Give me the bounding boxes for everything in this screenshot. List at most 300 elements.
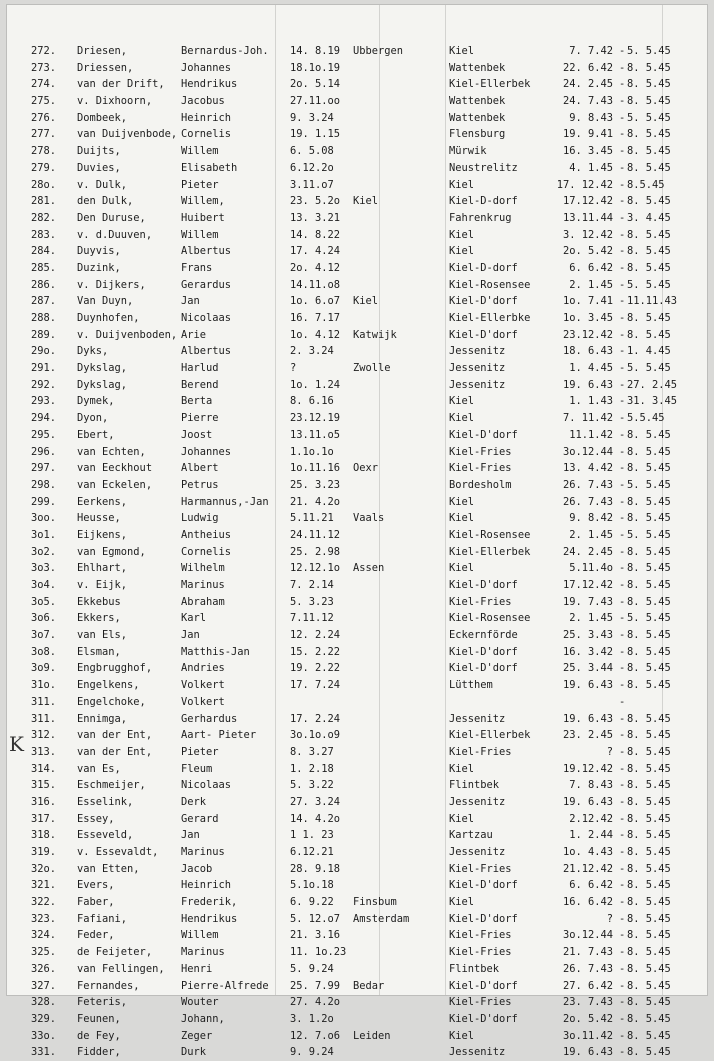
first-name: Henri	[181, 962, 213, 975]
birth-date: 6. 9.22	[290, 896, 334, 909]
date-to: 8. 5.45	[627, 462, 671, 475]
date-separator: -	[619, 412, 626, 425]
first-name: Berta	[181, 395, 213, 408]
row-number: 3oo.	[31, 512, 57, 525]
date-from: 2o. 5.42	[562, 1012, 613, 1025]
date-separator: -	[619, 562, 626, 575]
camp-location: Kiel	[449, 495, 475, 508]
surname: Dyon,	[77, 412, 109, 425]
birth-date: 7.11.12	[290, 612, 334, 625]
first-name: Andries	[181, 662, 225, 675]
date-to: 8. 5.45	[627, 662, 671, 675]
birth-date: 24.11.12	[290, 528, 341, 541]
camp-location: Kiel-Fries	[449, 595, 512, 608]
row-number: 295.	[31, 428, 57, 441]
date-to: 5. 5.45	[627, 278, 671, 291]
ledger-row	[7, 243, 707, 260]
date-separator: -	[619, 1012, 626, 1025]
birth-place: Kiel	[353, 295, 379, 308]
surname: Ekkers,	[77, 612, 121, 625]
row-number: 313.	[31, 745, 57, 758]
camp-location: Kiel-D'dorf	[449, 879, 518, 892]
row-number: 317.	[31, 812, 57, 825]
ledger-row	[7, 1011, 707, 1028]
date-to: 8. 5.45	[627, 261, 671, 274]
handwritten-margin-mark: K	[9, 732, 24, 756]
first-name: Heinrich	[181, 879, 232, 892]
first-name: Karl	[181, 612, 207, 625]
surname: v. Dixhoorn,	[77, 95, 153, 108]
row-number: 3o8.	[31, 645, 57, 658]
birth-date: 3. 1.2o	[290, 1012, 334, 1025]
surname: Engbrugghof,	[77, 662, 153, 675]
ledger-row	[7, 1028, 707, 1045]
ledger-row	[7, 327, 707, 344]
first-name: Pierre-Alfrede	[181, 979, 269, 992]
date-to: 8. 5.45	[627, 795, 671, 808]
row-number: 286.	[31, 278, 57, 291]
birth-date: 1o. 1.24	[290, 378, 341, 391]
date-separator: -	[619, 211, 626, 224]
birth-date: 25. 2.98	[290, 545, 341, 558]
date-from: 1. 1.43	[569, 395, 613, 408]
date-from: 25. 3.44	[562, 662, 613, 675]
ledger-row	[7, 143, 707, 160]
birth-date: 17. 2.24	[290, 712, 341, 725]
date-from: 13. 4.42	[562, 462, 613, 475]
camp-location: Kiel	[449, 395, 475, 408]
date-from: 19. 7.43	[562, 595, 613, 608]
birth-date: 17. 4.24	[290, 245, 341, 258]
ledger-row	[7, 994, 707, 1011]
first-name: Frederik,	[181, 896, 238, 909]
date-separator: -	[619, 879, 626, 892]
birth-date: 1. 2.18	[290, 762, 334, 775]
camp-location: Kiel	[449, 896, 475, 909]
row-number: 277.	[31, 128, 57, 141]
first-name: Aart- Pieter	[181, 729, 257, 742]
date-from: 1o. 7.41	[562, 295, 613, 308]
date-separator: -	[619, 545, 626, 558]
ledger-row	[7, 677, 707, 694]
first-name: Pieter	[181, 178, 219, 191]
camp-location: Kiel-Rosensee	[449, 612, 531, 625]
ledger-row	[7, 460, 707, 477]
date-separator: -	[619, 395, 626, 408]
first-name: Matthis-Jan	[181, 645, 250, 658]
date-from: 23.12.42	[562, 328, 613, 341]
date-to: 8. 5.45	[627, 61, 671, 74]
birth-date: 2o. 4.12	[290, 261, 341, 274]
birth-date: 1 1. 23	[290, 829, 334, 842]
row-number: 292.	[31, 378, 57, 391]
row-number: 274.	[31, 78, 57, 91]
date-separator: -	[619, 712, 626, 725]
ledger-row	[7, 744, 707, 761]
date-to: 8. 5.45	[627, 679, 671, 692]
camp-location: Fahrenkrug	[449, 211, 512, 224]
surname: v. Dijkers,	[77, 278, 146, 291]
date-from: 21.12.42	[562, 862, 613, 875]
date-to: 8. 5.45	[627, 128, 671, 141]
surname: Ebert,	[77, 428, 115, 441]
first-name: Joost	[181, 428, 213, 441]
birth-date: 7. 2.14	[290, 579, 334, 591]
birth-date: 12. 2.24	[290, 629, 341, 642]
date-from: 26. 7.43	[562, 962, 613, 975]
first-name: Nicolaas	[181, 312, 232, 324]
first-name: Cornelis	[181, 128, 232, 141]
birth-date: 23. 5.2o	[290, 195, 341, 208]
date-separator: -	[619, 779, 626, 792]
date-from: 23. 7.43	[562, 996, 613, 1009]
birth-date: 13.11.o5	[290, 428, 341, 441]
surname: Engelkens,	[77, 679, 140, 692]
date-to: 8. 5.45	[627, 1012, 671, 1025]
ledger-page	[6, 4, 708, 1059]
date-from: 6. 6.42	[569, 261, 613, 274]
camp-location: Kiel-D'dorf	[449, 428, 518, 441]
camp-location: Jessenitz	[449, 795, 506, 808]
surname: Driesen,	[77, 45, 128, 57]
surname: Ehlhart,	[77, 562, 128, 575]
date-to: 8. 5.45	[627, 846, 671, 858]
ledger-row	[7, 444, 707, 461]
date-separator: -	[619, 245, 626, 258]
first-name: Fleum	[181, 762, 213, 775]
camp-location: Kiel-Fries	[449, 745, 512, 758]
first-name: Willem	[181, 228, 219, 241]
row-number: 29o.	[31, 345, 57, 358]
camp-location: Neustrelitz	[449, 161, 518, 174]
row-number: 326.	[31, 962, 57, 975]
date-separator: -	[619, 145, 626, 158]
first-name: Gerhardus	[181, 712, 238, 725]
camp-location: Wattenbek	[449, 61, 506, 74]
birth-date: 14. 8.22	[290, 228, 341, 241]
birth-place: Kiel	[353, 195, 379, 208]
camp-location: Kiel-Rosensee	[449, 278, 531, 291]
row-number: 324.	[31, 929, 57, 942]
ledger-row	[7, 76, 707, 93]
birth-date: 28. 9.18	[290, 862, 341, 875]
date-from: 24. 2.45	[562, 78, 613, 91]
ledger-row	[7, 260, 707, 277]
date-to: 8. 5.45	[627, 1029, 671, 1042]
ledger-row	[7, 827, 707, 844]
date-from: 13.11.44	[562, 211, 613, 224]
row-number: 276.	[31, 111, 57, 124]
birth-date: 3o.1o.o9	[290, 729, 341, 742]
date-from: 3o.11.42	[562, 1029, 613, 1042]
first-name: Huibert	[181, 211, 225, 224]
date-to: 11.11.43	[627, 295, 678, 308]
camp-location: Kiel	[449, 45, 475, 57]
camp-location: Kiel-D'dorf	[449, 295, 518, 308]
date-separator: -	[619, 428, 626, 441]
date-to: 8. 5.45	[627, 879, 671, 892]
surname: van Es,	[77, 762, 121, 775]
first-name: Marinus	[181, 579, 225, 591]
surname: van der Ent,	[77, 729, 153, 742]
date-from: 3o.12.44	[562, 929, 613, 942]
date-separator: -	[619, 312, 626, 324]
date-from: 5.11.4o	[569, 562, 613, 575]
date-from: 6. 6.42	[569, 879, 613, 892]
row-number: 3o6.	[31, 612, 57, 625]
date-to: 8. 5.45	[627, 912, 671, 925]
date-to: 5. 5.45	[627, 45, 671, 57]
date-from: 9. 8.42	[569, 512, 613, 525]
row-number: 3o5.	[31, 595, 57, 608]
camp-location: Kiel	[449, 228, 475, 241]
date-from: 24. 7.43	[562, 95, 613, 108]
surname: Driessen,	[77, 61, 134, 74]
first-name: Petrus	[181, 478, 219, 491]
ledger-row	[7, 877, 707, 894]
date-separator: -	[619, 912, 626, 925]
first-name: Marinus	[181, 946, 225, 959]
row-number: 311.	[31, 712, 57, 725]
row-number: 293.	[31, 395, 57, 408]
ledger-row	[7, 227, 707, 244]
surname: Engelchoke,	[77, 695, 146, 708]
row-number: 318.	[31, 829, 57, 842]
first-name: Harlud	[181, 362, 219, 375]
ledger-row	[7, 944, 707, 961]
birth-date: 27. 3.24	[290, 795, 341, 808]
surname: van Duijvenbode,	[77, 128, 178, 141]
ledger-row	[7, 527, 707, 544]
date-separator: -	[619, 996, 626, 1009]
date-from: 3o.12.44	[562, 445, 613, 458]
ledger-row	[7, 427, 707, 444]
date-to: 8. 5.45	[627, 245, 671, 258]
row-number: 3o3.	[31, 562, 57, 575]
ledger-row	[7, 126, 707, 143]
row-number: 32o.	[31, 862, 57, 875]
first-name: Wouter	[181, 996, 219, 1009]
ledger-row	[7, 1044, 707, 1061]
date-to: 8. 5.45	[627, 729, 671, 742]
camp-location: Kiel	[449, 812, 475, 825]
surname: de Fey,	[77, 1029, 121, 1042]
date-to: 8. 5.45	[627, 228, 671, 241]
date-separator: -	[619, 378, 626, 391]
surname: Dykslag,	[77, 378, 128, 391]
ledger-row	[7, 577, 707, 594]
date-separator: -	[619, 612, 626, 625]
birth-date: 16. 7.17	[290, 312, 341, 324]
ledger-table	[7, 43, 707, 1061]
date-to: 8. 5.45	[627, 962, 671, 975]
surname: van Egmond,	[77, 545, 146, 558]
first-name: Albertus	[181, 245, 232, 258]
date-separator: -	[619, 111, 626, 124]
row-number: 329.	[31, 1012, 57, 1025]
date-from: 19.12.42	[562, 762, 613, 775]
first-name: Willem	[181, 145, 219, 158]
camp-location: Kiel-D'dorf	[449, 645, 518, 658]
date-separator: -	[619, 662, 626, 675]
camp-location: Kiel-Fries	[449, 996, 512, 1009]
row-number: 311.	[31, 695, 57, 708]
date-separator: -	[619, 862, 626, 875]
camp-location: Kiel-Fries	[449, 929, 512, 942]
camp-location: Wattenbek	[449, 95, 506, 108]
ledger-row	[7, 60, 707, 77]
row-number: 316.	[31, 795, 57, 808]
date-to: 8. 5.45	[627, 95, 671, 108]
first-name: Antheius	[181, 528, 232, 541]
row-number: 289.	[31, 328, 57, 341]
birth-date: 27.11.oo	[290, 95, 341, 108]
date-to: 5. 5.45	[627, 612, 671, 625]
first-name: Marinus	[181, 846, 225, 858]
first-name: Willem,	[181, 195, 225, 208]
camp-location: Mürwik	[449, 145, 487, 158]
birth-place: Amsterdam	[353, 912, 410, 925]
camp-location: Kiel	[449, 562, 475, 575]
date-from: 2.12.42	[569, 812, 613, 825]
birth-date: 14.11.o8	[290, 278, 341, 291]
camp-location: Jessenitz	[449, 1046, 506, 1059]
ledger-row	[7, 193, 707, 210]
camp-location: Kiel-D'dorf	[449, 328, 518, 341]
camp-location: Kiel	[449, 1029, 475, 1042]
birth-date: 21. 4.2o	[290, 495, 341, 508]
surname: van der Ent,	[77, 745, 153, 758]
birth-date: 21. 3.16	[290, 929, 341, 942]
first-name: Pierre	[181, 412, 219, 425]
ledger-row	[7, 293, 707, 310]
row-number: 325.	[31, 946, 57, 959]
camp-location: Kiel	[449, 762, 475, 775]
date-to: 8. 5.45	[627, 979, 671, 992]
birth-place: Vaals	[353, 512, 385, 525]
surname: den Dulk,	[77, 195, 134, 208]
ledger-row	[7, 160, 707, 177]
first-name: Albert	[181, 462, 219, 475]
first-name: Gerardus	[181, 278, 232, 291]
surname: Eerkens,	[77, 495, 128, 508]
first-name: Berend	[181, 378, 219, 391]
birth-place: Zwolle	[353, 362, 391, 375]
row-number: 331.	[31, 1046, 57, 1059]
date-separator: -	[619, 846, 626, 858]
date-separator: -	[619, 78, 626, 91]
camp-location: Kiel-D-dorf	[449, 195, 518, 208]
surname: Feder,	[77, 929, 115, 942]
first-name: Nicolaas	[181, 779, 232, 792]
birth-date: 27. 4.2o	[290, 996, 341, 1009]
date-from: 2o. 5.42	[562, 245, 613, 258]
date-to: 8. 5.45	[627, 445, 671, 458]
camp-location: Flintbek	[449, 779, 500, 792]
birth-place: Katwijk	[353, 328, 397, 341]
surname: Feteris,	[77, 996, 128, 1009]
first-name: Bernardus-Joh.	[181, 45, 269, 57]
camp-location: Kiel-Fries	[449, 462, 512, 475]
date-separator: -	[619, 1029, 626, 1042]
row-number: 328.	[31, 996, 57, 1009]
row-number: 314.	[31, 762, 57, 775]
date-separator: -	[619, 929, 626, 942]
surname: Dykslag,	[77, 362, 128, 375]
birth-date: 1o. 4.12	[290, 328, 341, 341]
date-from: 19. 6.43	[562, 795, 613, 808]
ledger-row	[7, 978, 707, 995]
surname: van Eckelen,	[77, 478, 153, 491]
row-number: 31o.	[31, 679, 57, 692]
ledger-row	[7, 377, 707, 394]
birth-date: 25. 7.99	[290, 979, 341, 992]
first-name: Jan	[181, 629, 200, 642]
date-from: 16. 3.45	[562, 145, 613, 158]
date-separator: -	[619, 45, 626, 57]
date-from: 7. 8.43	[569, 779, 613, 792]
birth-place: Finsbum	[353, 896, 397, 909]
surname: Duijts,	[77, 145, 121, 158]
ledger-row	[7, 894, 707, 911]
surname: Faber,	[77, 896, 115, 909]
date-separator: -	[619, 679, 626, 692]
camp-location: Jessenitz	[449, 846, 506, 858]
ledger-row	[7, 93, 707, 110]
row-number: 312.	[31, 729, 57, 742]
camp-location: Kiel-D'dorf	[449, 1012, 518, 1025]
date-separator: -	[619, 745, 626, 758]
date-separator: -	[619, 345, 626, 358]
date-to: 8. 5.45	[627, 195, 671, 208]
first-name: Jacob	[181, 862, 213, 875]
row-number: 287.	[31, 295, 57, 308]
birth-date: 5. 12.o7	[290, 912, 341, 925]
surname: v. d.Duuven,	[77, 228, 153, 241]
row-number: 298.	[31, 478, 57, 491]
row-number: 281.	[31, 195, 57, 208]
date-from: 9. 8.43	[569, 111, 613, 124]
surname: v. Eijk,	[77, 579, 128, 591]
date-to: 8. 5.45	[627, 762, 671, 775]
date-separator: -	[619, 528, 626, 541]
camp-location: Flensburg	[449, 128, 506, 141]
row-number: 297.	[31, 462, 57, 475]
birth-place: Assen	[353, 562, 385, 575]
birth-date: 5.11.21	[290, 512, 334, 525]
date-to: 8. 5.45	[627, 946, 671, 959]
birth-date: 12. 7.o6	[290, 1029, 341, 1042]
date-separator: -	[619, 295, 626, 308]
date-from: 21. 7.43	[562, 946, 613, 959]
surname: Fernandes,	[77, 979, 140, 992]
surname: Ennimga,	[77, 712, 128, 725]
camp-location: Kiel-D'dorf	[449, 912, 518, 925]
birth-date: 1.1o.1o	[290, 445, 334, 458]
first-name: Gerard	[181, 812, 219, 825]
camp-location: Jessenitz	[449, 362, 506, 375]
birth-place: Oexr	[353, 462, 379, 475]
date-separator: -	[619, 896, 626, 909]
surname: Esselink,	[77, 795, 134, 808]
birth-date: 3.11.o7	[290, 178, 334, 191]
date-to: 8. 5.45	[627, 495, 671, 508]
surname: Eschmeijer,	[77, 779, 146, 792]
date-from: 17. 12.42	[556, 178, 613, 191]
date-separator: -	[619, 946, 626, 959]
birth-date: 23.12.19	[290, 412, 341, 425]
birth-date: 14. 8.19	[290, 45, 341, 57]
